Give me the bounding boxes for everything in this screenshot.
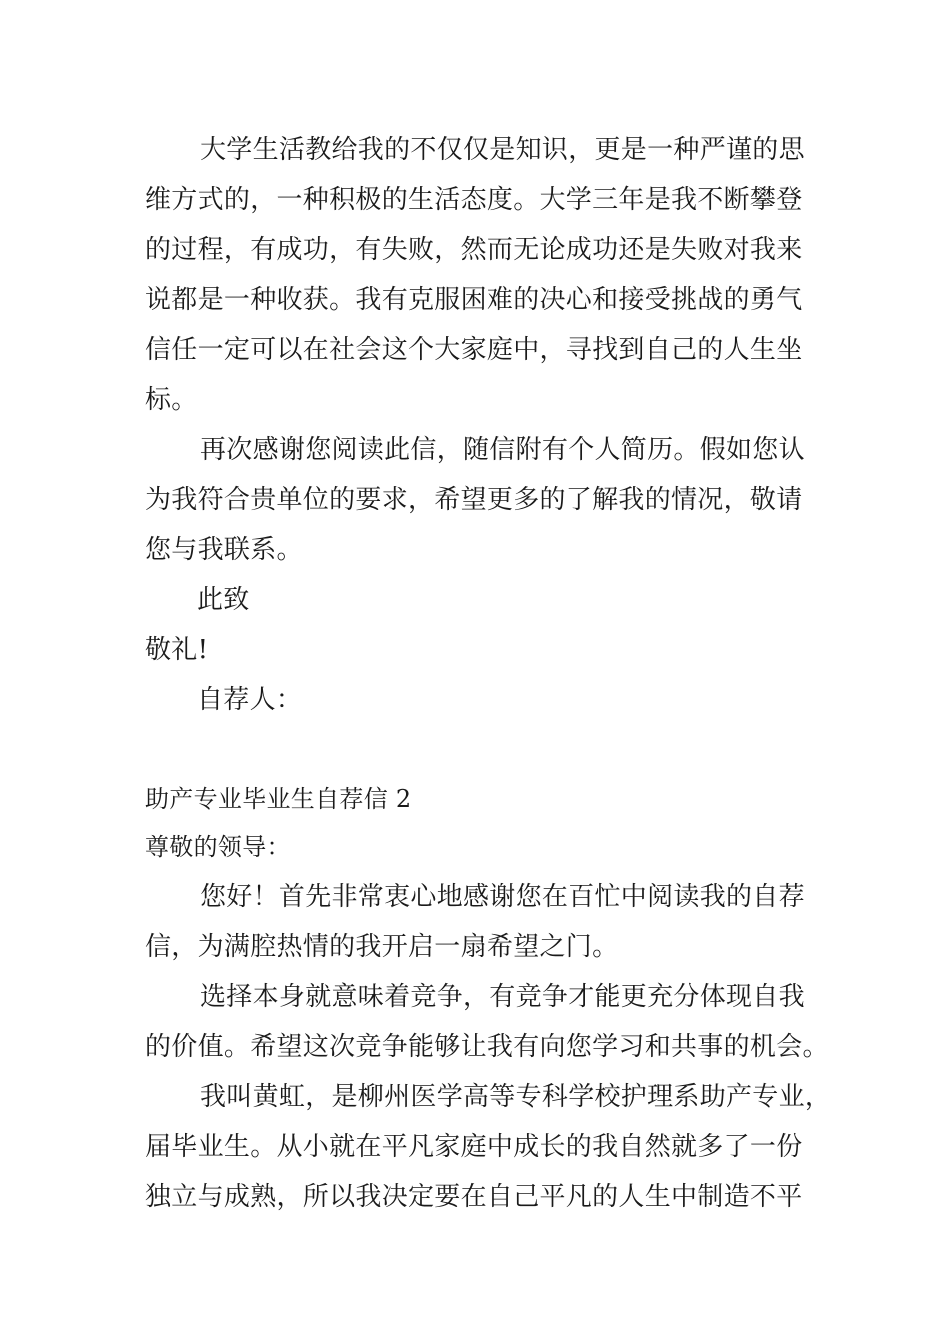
- text-line: 维方式的，一种积极的生活态度。大学三年是我不断攀登: [145, 185, 803, 215]
- text-line: 信任一定可以在社会这个大家庭中，寻找到自己的人生坐: [145, 335, 803, 365]
- text-line: 信，为满腔热情的我开启一扇希望之门。: [145, 932, 619, 962]
- greeting-line: 尊敬的领导：: [145, 833, 291, 861]
- text-line: 选择本身就意味着竞争，有竞争才能更充分体现自我: [200, 982, 805, 1012]
- text-line: 的价值。希望这次竞争能够让我有向您学习和共事的机会。: [145, 1032, 829, 1062]
- text-line: 大学生活教给我的不仅仅是知识，更是一种严谨的思: [200, 135, 805, 165]
- closing-line: 此致: [197, 585, 250, 615]
- text-line: 再次感谢您阅读此信，随信附有个人简历。假如您认: [200, 435, 805, 465]
- text-line: 我叫黄虹，是柳州医学高等专科学校护理系助产专业，: [200, 1082, 832, 1112]
- text-line: 您与我联系。: [145, 535, 303, 565]
- text-line: 标。: [145, 385, 198, 415]
- text-line: 您好！首先非常衷心地感谢您在百忙中阅读我的自荐: [200, 882, 805, 912]
- text-line: 独立与成熟，所以我决定要在自己平凡的人生中制造不平: [145, 1182, 803, 1212]
- text-line: 届毕业生。从小就在平凡家庭中成长的我自然就多了一份: [145, 1132, 803, 1162]
- salute-line: 敬礼!: [145, 635, 209, 665]
- text-line: 的过程，有成功，有失败，然而无论成功还是失败对我来: [145, 235, 803, 265]
- text-line: 说都是一种收获。我有克服困难的决心和接受挑战的勇气: [145, 285, 803, 315]
- signature-line: 自荐人：: [197, 685, 303, 715]
- letter-title: 助产专业毕业生自荐信 2: [145, 785, 412, 813]
- text-line: 为我符合贵单位的要求，希望更多的了解我的情况，敬请: [145, 485, 803, 515]
